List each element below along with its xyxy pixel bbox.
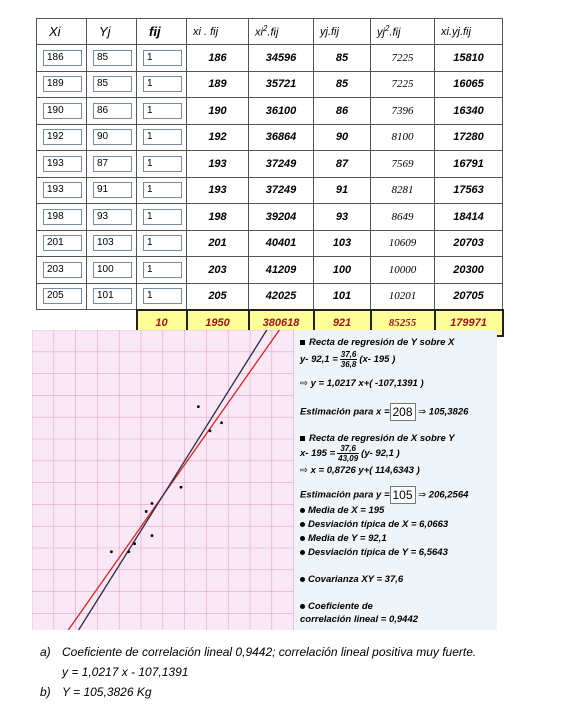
xi-cell [37,230,87,257]
xi-cell [37,98,87,125]
header-xi: Xi [37,19,87,45]
xi-fij-value: 203 [187,257,249,284]
dot-bullet-icon [300,577,305,582]
data-point [145,510,148,513]
table-body [37,45,503,310]
xi2-fij-value: 37249 [249,177,314,204]
reg-yx-fraction [340,350,358,369]
xi-input[interactable]: 189 [43,76,82,92]
fij-input[interactable]: 1 [143,50,182,66]
yj-input[interactable]: 93 [93,209,132,225]
media-x: Media de X = 195 [308,505,385,516]
yj-fij-value: 103 [314,230,371,257]
reg-yx-formula [300,350,395,369]
xi-cell [37,283,87,310]
xi-cell [37,124,87,151]
fij-cell [137,283,187,310]
yj-input[interactable]: 85 [93,50,132,66]
media-y: Media de Y = 92,1 [308,533,387,544]
estimate-x-input[interactable]: 208 [390,403,416,421]
xi2-fij-value: 42025 [249,283,314,310]
scatter-plot [32,330,294,630]
xi2-fij-value: 36100 [249,98,314,125]
fij-input[interactable]: 1 [143,235,182,251]
desv-x: Desviación típica de X = 6,0663 [308,519,449,530]
fij-cell [137,257,187,284]
yj-fij-value: 100 [314,257,371,284]
table-row [37,71,503,98]
xi-yj-fij-value: 16340 [435,98,503,125]
xi-fij-value: 189 [187,71,249,98]
answer-a-label: a) [40,645,51,659]
reg-yx-equation: y = 1,0217 x+( -107,1391 ) [310,378,424,389]
xi-fij-value: 193 [187,177,249,204]
header-yj2-fij [371,19,435,45]
yj-fij-value: 87 [314,151,371,178]
reg-yx-title: Recta de regresión de Y sobre X [309,337,455,348]
yj-input[interactable]: 86 [93,103,132,119]
reg-xy-title-line [300,433,455,444]
table-row [37,151,503,178]
xi-input[interactable]: 205 [43,288,82,304]
header-xi-yj-fij: xi.yj.fij [435,19,503,45]
media-x-line [300,505,384,516]
xi-input[interactable]: 201 [43,235,82,251]
fij-cell [137,71,187,98]
yj-cell [87,124,137,151]
table-row [37,98,503,125]
xi-fij-value: 201 [187,230,249,257]
xi-fij-value: 193 [187,151,249,178]
yj-cell [87,177,137,204]
double-arrow-icon: ⇨ [300,465,308,476]
total-fij: 10 [137,310,187,337]
fij-input[interactable]: 1 [143,76,182,92]
xi-fij-value: 205 [187,283,249,310]
yj-cell [87,151,137,178]
answer-a-equation: y = 1,0217 x - 107,1391 [62,665,189,679]
yj-cell [87,71,137,98]
xi-input[interactable]: 190 [43,103,82,119]
reg-yx-equation-line [300,378,424,389]
yj2-fij-value: 8100 [371,124,435,151]
data-point [151,502,154,505]
yj2-fij-value: 10201 [371,283,435,310]
reg-xy-denominator: 43,09 [338,454,359,463]
frequency-table [36,18,502,337]
xi-input[interactable]: 193 [43,182,82,198]
data-point [133,542,136,545]
double-arrow-icon: ⇨ [300,378,308,389]
yj-input[interactable]: 90 [93,129,132,145]
coef-line-1 [300,601,373,612]
xi2-fij-value: 39204 [249,204,314,231]
answer-b-text: Y = 105,3826 Kg [62,685,152,699]
answer-a-line1 [40,642,560,662]
table-row [37,45,503,72]
fij-cell [137,124,187,151]
header-yj-fij: yj.fij [314,19,371,45]
yj2-fij-value: 8281 [371,177,435,204]
dot-bullet-icon [300,604,305,609]
yj-input[interactable]: 85 [93,76,132,92]
yj-cell [87,204,137,231]
xi-cell [37,177,87,204]
yj-cell [87,283,137,310]
reg-yx-numerator: 37,6 [340,350,357,359]
fij-cell [137,45,187,72]
xi2-fij-value: 36864 [249,124,314,151]
yj-input[interactable]: 100 [93,262,132,278]
header-yj2-base: yj [377,26,385,39]
total-xi2-fij: 380618 [249,310,314,337]
data-point [151,534,154,537]
reg-yx-denominator: 36,8 [340,360,357,369]
yj-cell [87,257,137,284]
data-point [209,429,212,432]
estimate-y-input[interactable]: 105 [390,486,416,504]
xi-fij-value: 192 [187,124,249,151]
answers-block [40,642,560,702]
fij-input[interactable]: 1 [143,182,182,198]
data-point [180,486,183,489]
fij-input[interactable]: 1 [143,103,182,119]
coef-label: Coeficiente de [308,601,373,612]
yj2-fij-value: 10000 [371,257,435,284]
yj-fij-value: 86 [314,98,371,125]
xi2-fij-value: 37249 [249,151,314,178]
table-row [37,230,503,257]
xi2-fij-value: 40401 [249,230,314,257]
desv-y: Desviación típica de Y = 6,5643 [308,547,448,558]
yj-fij-value: 101 [314,283,371,310]
yj2-fij-value: 7569 [371,151,435,178]
xi-fij-value: 190 [187,98,249,125]
header-xi2-tail: .fij [267,26,279,39]
reg-xy-equation: x = 0,8726 y+( 114,6343 ) [310,465,420,476]
data-point [110,550,113,553]
reg-xy-fraction [337,444,359,463]
fij-input[interactable]: 1 [143,288,182,304]
reg-yx-title-line [300,337,454,348]
fij-input[interactable]: 1 [143,262,182,278]
yj-cell [87,45,137,72]
dot-bullet-icon [300,522,305,527]
header-yj2-tail: .fij [389,26,401,39]
implies-arrow-icon: ⇒ [418,406,427,418]
dot-bullet-icon [300,508,305,513]
scatter-plot-svg [32,330,294,630]
dot-bullet-icon [300,536,305,541]
xi-yj-fij-value: 17563 [435,177,503,204]
coef-line-2 [300,614,418,625]
table-row [37,177,503,204]
reg-xy-equation-line [300,465,420,476]
data-point [197,405,200,408]
estimate-y-label: Estimación para y = [300,489,390,501]
yj-input[interactable]: 91 [93,182,132,198]
yj2-fij-value: 7225 [371,45,435,72]
xi-cell [37,204,87,231]
total-xi-fij: 1950 [187,310,249,337]
xi-yj-fij-value: 16791 [435,151,503,178]
header-yj2-sup: 2 [384,24,390,34]
yj-fij-value: 90 [314,124,371,151]
xi-fij-value: 198 [187,204,249,231]
xi-input[interactable]: 192 [43,129,82,145]
estimate-x-line [300,403,468,421]
fij-cell [137,177,187,204]
reg-yx-lhs: y- 92,1 = [300,354,338,366]
xi-input[interactable]: 186 [43,50,82,66]
reg-yx-rhs: (x- 195 ) [359,354,396,366]
header-xi2-sup: 2 [262,24,268,34]
media-y-line [300,533,387,544]
xi2-fij-value: 41209 [249,257,314,284]
header-fij: fij [137,19,187,45]
yj-fij-value: 91 [314,177,371,204]
estimate-y-result: 206,2564 [428,489,469,501]
implies-arrow-icon: ⇒ [418,489,427,501]
xi-yj-fij-value: 20705 [435,283,503,310]
header-xi2-fij [249,19,314,45]
reg-xy-numerator: 37,6 [337,444,359,454]
xi-input[interactable]: 198 [43,209,82,225]
desv-y-line [300,547,448,558]
yj2-fij-value: 7396 [371,98,435,125]
yj2-fij-value: 7225 [371,71,435,98]
yj-input[interactable]: 87 [93,156,132,172]
fij-input[interactable]: 1 [143,209,182,225]
fij-input[interactable]: 1 [143,129,182,145]
covarianza-line [300,574,403,585]
desv-x-line [300,519,448,530]
xi-cell [37,257,87,284]
header-yj: Yj [87,19,137,45]
coef-value: correlación lineal = 0,9442 [300,614,419,625]
statistics-info [300,330,497,630]
xi-input[interactable]: 203 [43,262,82,278]
xi-yj-fij-value: 20300 [435,257,503,284]
yj-fij-value: 85 [314,45,371,72]
reg-xy-lhs: x- 195 = [300,448,336,460]
square-bullet-icon [300,340,305,345]
xi2-fij-value: 34596 [249,45,314,72]
answer-a-line2 [40,662,560,682]
estimate-y-line [300,486,468,504]
yj-cell [87,98,137,125]
covarianza: Covarianza XY = 37,6 [308,574,404,585]
fij-cell [137,230,187,257]
table-header-row [37,19,503,45]
xi-yj-fij-value: 17280 [435,124,503,151]
yj-input[interactable]: 101 [93,288,132,304]
data-point [220,421,223,424]
xi-yj-fij-value: 18414 [435,204,503,231]
header-xi-fij: xi . fij [187,19,249,45]
table-row [37,257,503,284]
xi2-fij-value: 35721 [249,71,314,98]
xi-cell [37,151,87,178]
xi-input[interactable]: 193 [43,156,82,172]
answer-b-line [40,682,560,702]
answer-a-text: Coeficiente de correlación lineal 0,9442; correlación lineal positiva muy fuerte. [62,645,477,659]
xi-yj-fij-value: 20703 [435,230,503,257]
xi-cell [37,71,87,98]
answer-b-label: b) [40,685,51,699]
estimate-x-result: 105,3826 [428,406,469,418]
xi-cell [37,45,87,72]
yj-fij-value: 93 [314,204,371,231]
data-point [127,550,130,553]
dot-bullet-icon [300,550,305,555]
xi-fij-value: 186 [187,45,249,72]
xi-yj-fij-value: 15810 [435,45,503,72]
yj-cell [87,230,137,257]
square-bullet-icon [300,436,305,441]
total-yj-fij: 921 [314,310,371,337]
reg-xy-title: Recta de regresión de X sobre Y [309,433,455,444]
fij-cell [137,98,187,125]
regression-panel [32,330,497,630]
table-row [37,204,503,231]
yj-fij-value: 85 [314,71,371,98]
table-row [37,124,503,151]
yj-input[interactable]: 103 [93,235,132,251]
total-yj2-fij: 85255 [371,310,435,337]
estimate-x-label: Estimación para x = [300,406,390,418]
fij-cell [137,151,187,178]
data-table [36,18,504,337]
yj2-fij-value: 8649 [371,204,435,231]
xi-yj-fij-value: 16065 [435,71,503,98]
total-xi-yj-fij: 179971 [435,310,503,337]
fij-cell [137,204,187,231]
fij-input[interactable]: 1 [143,156,182,172]
reg-xy-formula [300,444,400,463]
header-xi2-base: xi [255,26,263,39]
reg-xy-rhs: (y- 92,1 ) [361,448,400,460]
table-row [37,283,503,310]
yj2-fij-value: 10609 [371,230,435,257]
